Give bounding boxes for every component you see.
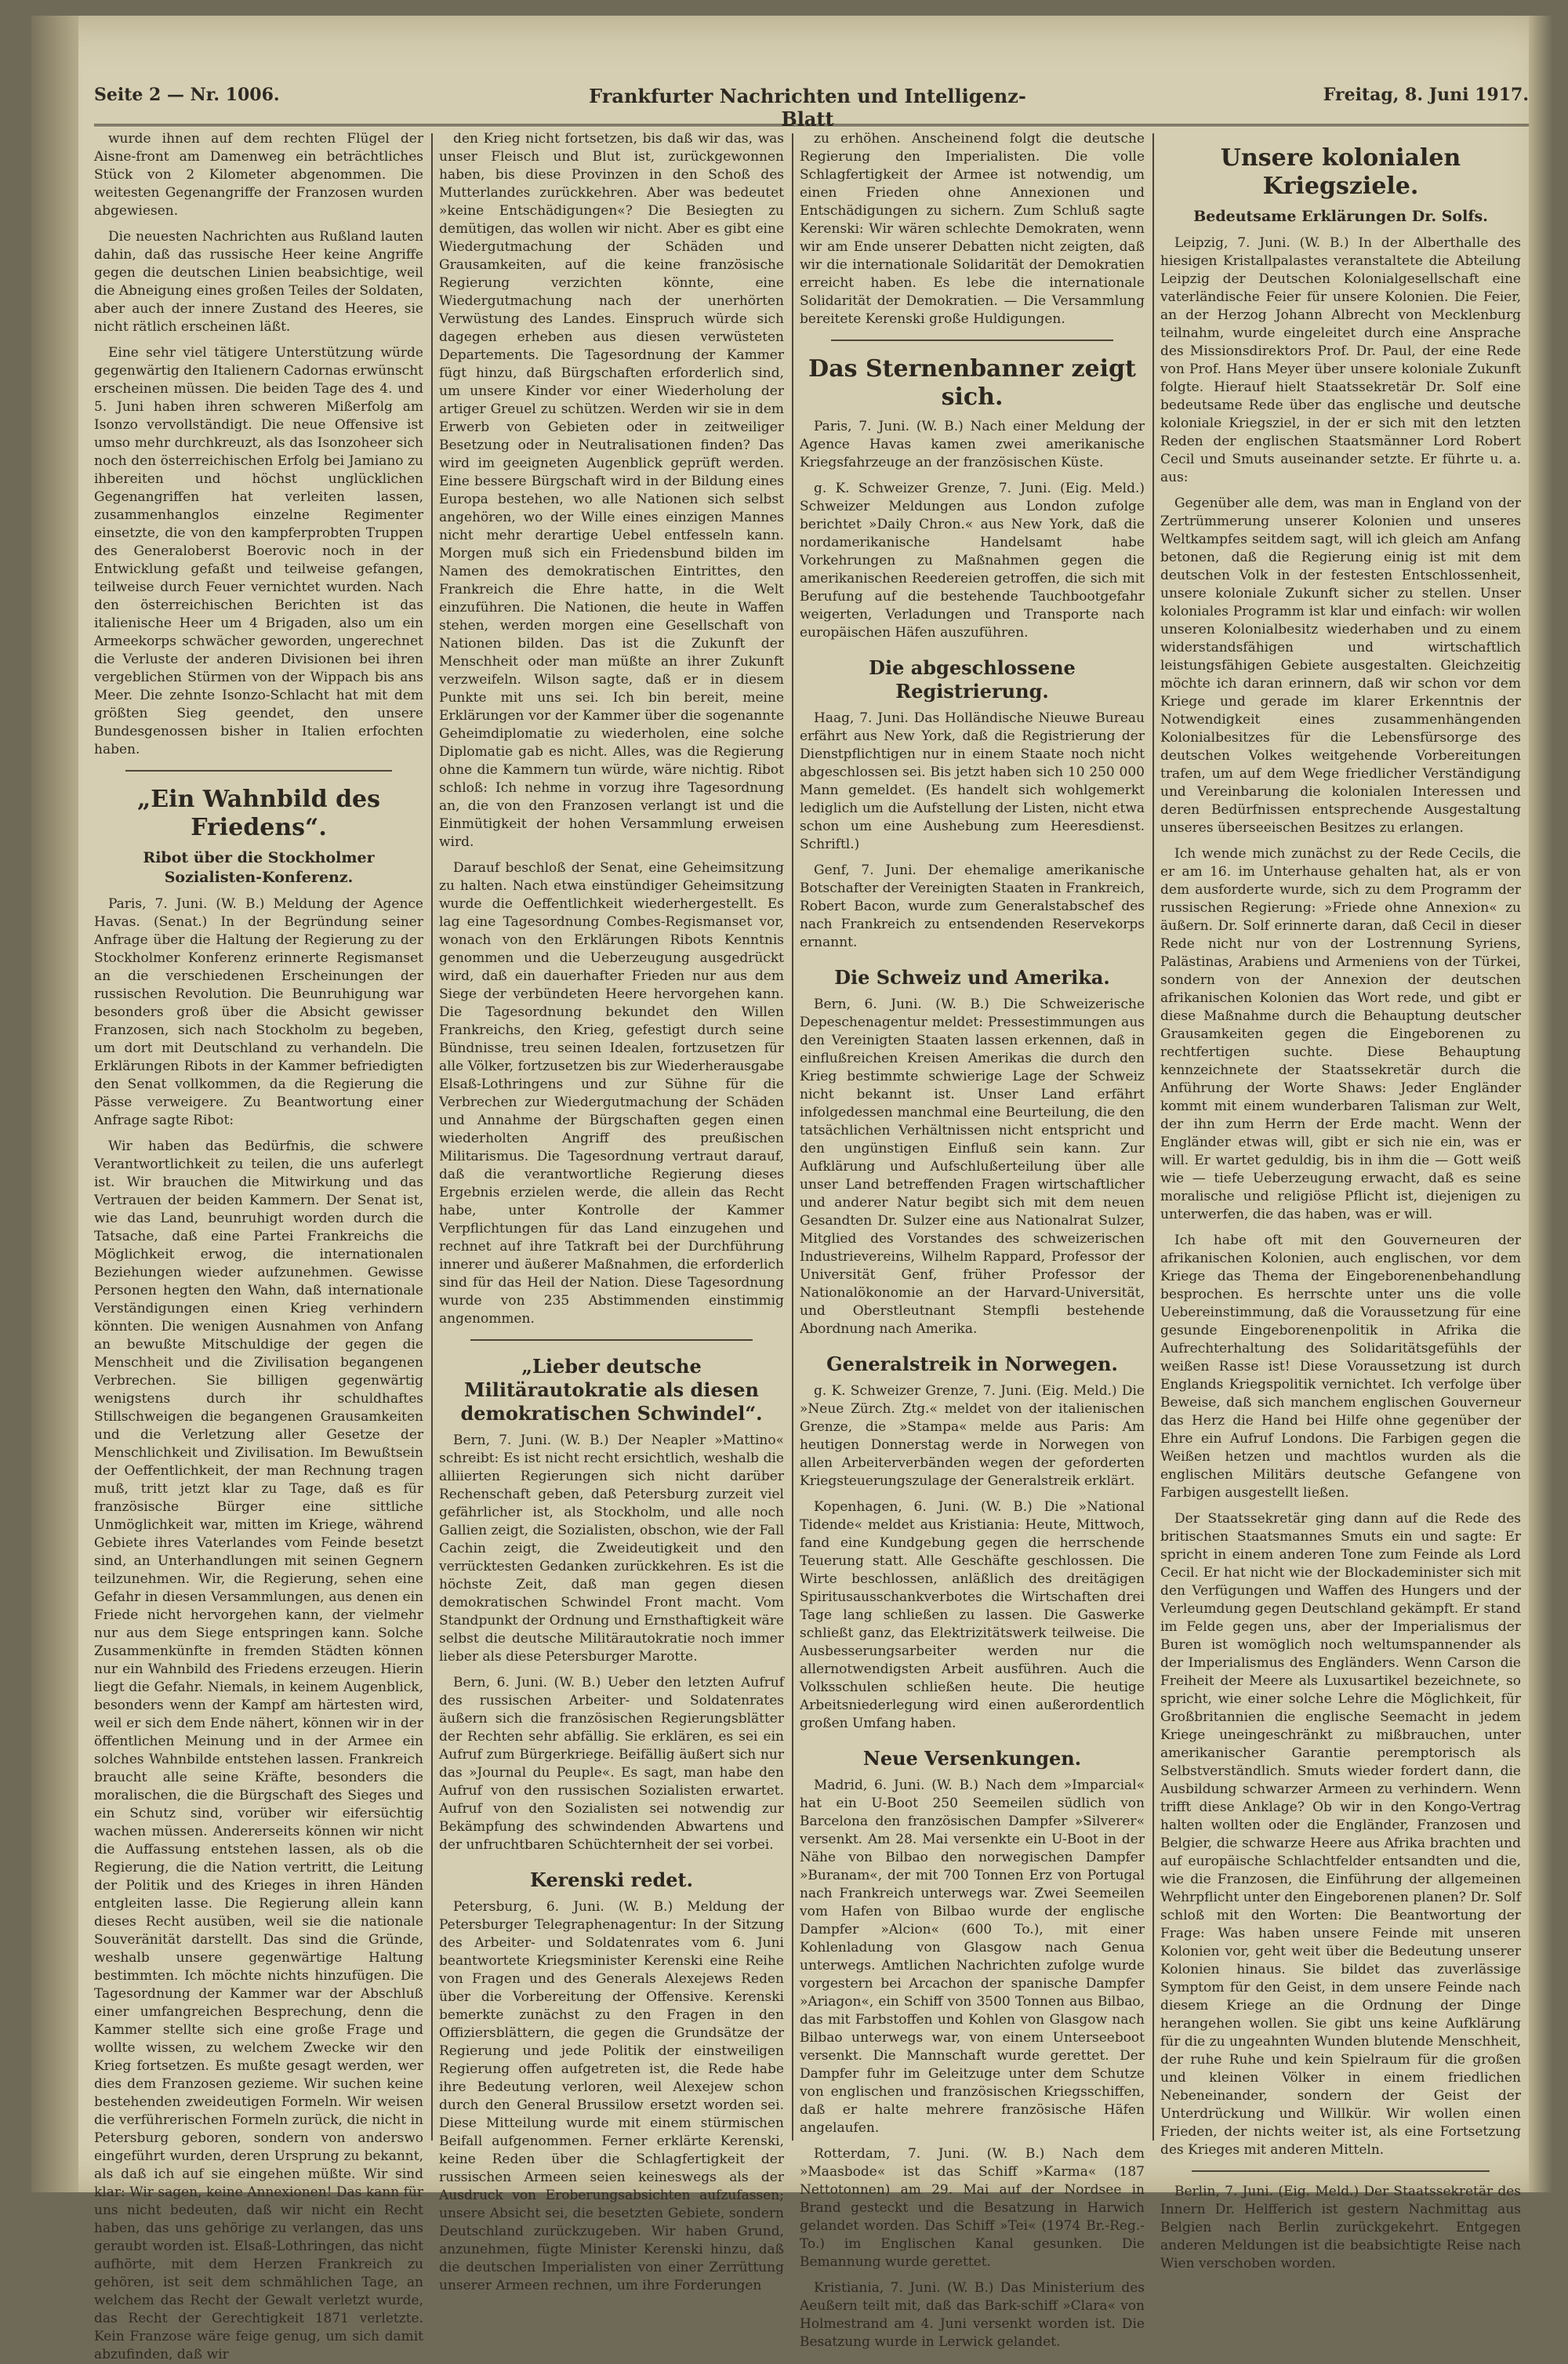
article-paragraph: g. K. Schweizer Grenze, 7. Juni. (Eig. Meld.) Die »Neue Zürch. Ztg.« meldet von der italienischen Grenze, die »Stampa« melde aus Paris: Am heutigen Donnerstag werde in Norwegen von allen Arbeiterverbänden wegen der geforderten Kriegsteuerungszulage der Generalstreik erklärt. — [800, 1383, 1145, 1489]
article-paragraph: Bern, 6. Juni. (W. B.) Die Schweizerische Depeschenagentur meldet: Pressestimmungen aus den Vereinigten Staaten lassen erkennen, daß in einflußreichen Kreisen Amerikas die durch den Krieg bestimmte schwierige Lage der Schweiz nicht bekannt ist. Unser Land erfährt infolgedessen manchmal eine Beurteilung, die den tatsächlichen Verhältnissen nicht entspricht und den ungünstigen Einfluß sein kann. Zur Aufklärung und Aufschlußerteilung über alle unser Land betreffenden Fragen wirtschaftlicher und anderer Natur begibt sich mit dem neuen Gesandten Dr. Sulzer eine aus Nationalrat Sulzer, Mitglied des Vorstandes des schweizerischen Industrievereins, Wilhelm Rappard, Professor der Universität Genf, früher Professor der Nationalökonomie an der Harvard-Universität, und Oberstleutnant Stempfli bestehende Abordnung nach Amerika. — [800, 997, 1145, 1337]
article-paragraph: Paris, 7. Juni. (W. B.) Meldung der Agence Havas. (Senat.) In der Begründung seiner Anfrage über die Haltung der Regierung zu der Stockholmer Konferenz erinnerte Regismanset an die verschiedenen Erscheinungen der russischen Revolution. Die Beunruhigung war besonders groß über die Absicht gewisser Franzosen, sich nach Stockholm zu begeben, um dort mit Deutschland zu verhandeln. Die Erklärungen Ribots in der Kammer befriedigten den Senat vollkommen, da die Regierung die Pässe verweigere. Zu Beantwortung einer Anfrage sagte Ribot: — [94, 896, 423, 1128]
article-paragraph: g. K. Schweizer Grenze, 7. Juni. (Eig. Meld.) Schweizer Meldungen aus London zufolge berichtet »Daily Chron.« aus New York, daß die nordamerikanische Handelsamt habe Vorkehrungen zu Maßnahmen gegen die amerikanischen Reedereien getroffen, die sich mit Berufung auf die bestehende Tauchbootgefahr weigerten, Verladungen und Transporte nach europäischen Häfen auszuführen. — [800, 481, 1145, 641]
newspaper-title: Frankfurter Nachrichten und Intelligenz-Blatt — [589, 85, 1026, 130]
article-paragraph: Der Staatssekretär ging dann auf die Rede des britischen Staatsmannes Smuts ein und sagte: Er spricht in einem anderen Tone zum Feinde als Lord Cecil. Er hat nicht wie der Blockademinister sich mit den Verfügungen und Waffen des Hungers und der Verleumdung gegen Deutschland gekämpft. Er stand im Felde gegen uns, aber der Imperialismus der Buren ist womöglich noch weltumspannender als der Imperialismus des Engländers. Wenn Carson die Freiheit der Meere als Luxusartikel bezeichnete, so spricht, wie einer solche Lehre die Möglichkeit, für Großbritannien die englische Seemacht in jedem Kriege uneingeschränkt zu mißbrauchen, unter amerikanischer Garantie peremptorisch als Selbstverständlich. Smuts wieder fordert dann, die Ausbildung schwarzer Armeen zu verhindern. Wenn trifft diese Anklage? Ob wir in den Kongo-Vertrag halten wollten oder die Engländer, Franzosen und Belgier, die schwarze Heere aus Afrika brachten und auf europäische Schlachtfelder entsandten und die, wie die Franzosen, die Einführung der allgemeinen Wehrpflicht unter den Eingeborenen planen? Dr. Solf schloß mit den Worten: Die Beantwortung der Frage: Was haben unsere Feinde mit unseren Kolonien vor, geht weit über die Bedeutung unserer Kolonien hinaus. Sie bildet das zuverlässige Symptom für den Geist, in dem unsere Feinde nach diesem Kriege an die Ordnung der Dinge herangehen wollen. Sie gibt uns keine Aufklärung für die zu ungeahnten Wunden blutende Menschheit, der ruhe Ruhe und kein Spielraum für die großen und kleinen Völker in einem friedlichen Nebeneinander, sondern der Geist der Unterdrückung und Willkür. Wir wollen einen Frieden, der nichts weiter ist, als eine Fortsetzung des Krieges mit anderen Mitteln. — [1160, 1511, 1521, 2158]
article-paragraph: Berlin, 7. Juni. (Eig. Meld.) Der Staatssekretär des Innern Dr. Helfferich ist gestern Nachmittag aus Belgien nach Berlin zurückgekehrt. Entgegen anderen Meldungen ist die beabsichtigte Reise nach Wien verschoben worden. — [1160, 2184, 1521, 2271]
headline-militaerautokratie: „Lieber deutsche Militärautokratie als diesen demokratischen Schwindel“. — [460, 1355, 763, 1425]
headline-versenkungen: Neue Versenkungen. — [862, 1747, 1082, 1770]
column-3 — [800, 130, 1145, 2350]
article-paragraph: Die neuesten Nachrichten aus Rußland lauten dahin, daß das russische Heer keine Angriffe gegen die deutschen Linien beabsichtige, weil die Abneigung eines großen Teiles der Soldaten, aber auch der innere Zustand des Heeres, sie nicht rätlich erscheinen läßt. — [94, 229, 423, 335]
article-paragraph: Gegenüber alle dem, was man in England von der Zertrümmerung unserer Kolonien und unseres Weltkampfes seitdem sagt, will ich gleich am Anfang betonen, daß die Regierung einig ist mit dem deutschen Volk in der festesten Entschlossenheit, unsere koloniale Zukunft sicher zu stellen. Unser koloniales Programm ist klar und einfach: wir wollen unseren Kolonialbesitz wiederhaben und zu einem widerstandsfähigen und wirtschaftlich leistungsfähigen Gebiete ausgestalten. Gleichzeitig möchte ich daran erinnern, daß wir schon vor dem Kriege und gerade im klarer Erkenntnis der Notwendigkeit eines zusammenhängenden Kolonialbesitzes für die Lebensfürsorge des deutschen Volkes weitgehende Vorbereitungen trafen, um auf dem Wege friedlicher Verständigung und Vereinbarung die kolonialen Interessen und deren Bedürfnissen entsprechende Ausgestaltung unseres überseeischen Besitzes zu erlangen. — [1160, 496, 1521, 836]
headline-generalstreik: Generalstreik in Norwegen. — [826, 1353, 1118, 1375]
article-paragraph: Paris, 7. Juni. (W. B.) Nach einer Meldung der Agence Havas kamen zwei amerikanische Kriegsfahrzeuge an der französischen Küste. — [800, 419, 1145, 470]
article-paragraph: Rotterdam, 7. Juni. (W. B.) Nach dem »Maasbode« ist das Schiff »Karma« (187 Nettotonnen) am 29. Mai auf der Nordsee in Brand gesteckt und die Besatzung in Harwich gelandet worden. Das Schiff »Tei« (1974 Br.-Reg.-To.) im Englischen Kanal gesunken. Die Bemannung wurde gerettet. — [800, 2146, 1145, 2270]
column-4 — [1160, 130, 1521, 2271]
article-paragraph: Ich habe oft mit den Gouverneuren der afrikanischen Kolonien, auch englischen, vor dem Kriege das Thema der Eingeborenenbehandlung besprochen. Es herrschte unter uns die volle Uebereinstimmung, daß die Voraussetzung für eine gesunde Eingeborenenpolitik in Afrika die Aufrechterhaltung des Solidaritätsgefühls der weißen Rasse ist! Diese Voraussetzung ist durch Englands Kriegspolitik vernichtet. Ich verfolge über Beweise, daß sich manchem englischen Gouverneur das Herz die Hand bei Hilfe ohne gegenüber der Ehre ein Aufruf Londons. Die Farbigen gegen die Weißen hetzen und machtlos wurden als die englischen Militärs deutsche Gefangene von Farbigen ausgestellt ließen. — [1160, 1233, 1521, 1501]
headline-registrierung: Die abgeschlossene Registrierung. — [869, 656, 1076, 703]
article-paragraph: Madrid, 6. Juni. (W. B.) Nach dem »Imparcial« hat ein U-Boot 250 Seemeilen südlich von Barcelona den französischen Dampfer »Silverer« versenkt. Am 28. Mai versenkte ein U-Boot in der Nähe von Bilbao den norwegischen Dampfer »Buranam«, der mit 700 Tonnen Erz von Portugal nach Frankreich unterwegs war. Zwei Seemeilen vom Hafen von Bilbao wurde der englische Dampfer »Alcion« (600 To.), mit einer Kohlenladung von Glasgow nach Genua unterwegs. Amtlichen Nachrichten zufolge wurde vorgestern bei Arcachon der spanische Dampfer »Ariagon«, ein Schiff von 3500 Tonnen aus Bilbao, das mit Farbstoffen und Kohlen von Glasgow nach Bilbao unterwegs war, von einem Unterseeboot versenkt. Die Mannschaft wurde gerettet. Der Dampfer fuhr im Geleitzuge unter dem Schutze von englischen und französischen Kriegsschiffen, daß er halte mehrere französische Häfen angelaufen. — [800, 1778, 1145, 2136]
subheadline-solf: Bedeutsame Erklärungen Dr. Solfs. — [1193, 208, 1488, 225]
column-rule — [1152, 133, 1154, 2141]
section-divider — [125, 770, 392, 772]
column-rule — [792, 133, 793, 2141]
headline-schweiz-amerika: Die Schweiz und Amerika. — [834, 966, 1110, 989]
article-paragraph: Bern, 6. Juni. (W. B.) Ueber den letzten Aufruf des russischen Arbeiter- und Soldatenrates äußern sich die französischen Regierungsblätter der Rechten sehr abfällig. Sie erklären, es sei ein Aufruf zum Bürgerkriege. Beifällig äußert sich nur das »Journal du Peuple«. Es sagt, man habe den Aufruf von den russischen Sozialisten erwartet. Aufruf von den Sozialisten sei notwendig zur Bekämpfung des schwindenden Abwartens und der unfruchtbaren Schüchternheit der sei vorbei. — [439, 1675, 784, 1853]
article-paragraph: Eine sehr viel tätigere Unterstützung würde gegenwärtig den Italienern Cadornas erwünscht erscheinen müssen. Die beiden Tage des 4. und 5. Juni haben ihren schweren Mißerfolg am Isonzo vervollständigt. Die neue Offensive ist umso mehr durchkreuzt, als das Isonzoheer sich noch den österreichischen Erfolg bei Jamiano zu ihbereiten und höchst unglücklichen Gegenangriffen hat verleiten lassen, zusammenhanglos einzelne Regimenter einsetzte, die von den kampferprobten Truppen des Generaloberst Boerovic noch in der Entwicklung gefaßt und teilweise gefangen, teilweise durch Feuer vernichtet wurden. Nach den österreichischen Berichten ist das italienische Heer um 4 Brigaden, also um ein Armeekorps schwächer geworden, ungerechnet die Verluste der anderen Divisionen bei ihren vergeblichen Stürmen von der Wippach bis ans Meer. Die zehnte Isonzo-Schlacht hat mit dem größten Sieg geendet, den unsere Bundesgenossen bisher in Italien erfochten haben. — [94, 345, 423, 757]
article-paragraph: wurde ihnen auf dem rechten Flügel der Aisne-front am Damenweg ein beträchtliches Stück von 2 Kilometer abgenommen. Die weitesten Gegenangriffe der Franzosen wurden abgewiesen. — [94, 131, 423, 219]
headline-sternenbanner: Das Sternenbanner zeigt sich. — [808, 355, 1136, 411]
newspaper-page — [31, 16, 1552, 2362]
column-2 — [439, 130, 784, 2293]
article-paragraph: Bern, 7. Juni. (W. B.) Der Neapler »Mattino« schreibt: Es ist nicht recht ersichtlich, weshalb die alliierten Regierungen sich nicht darüber Rechenschaft geben, daß Petersburg zurzeit viel gefährlicher ist, als Stockholm, und alle noch Gallien zeigt, die Sozialisten, obschon, wie der Fall Cachin zeigt, die Zweideutigkeit und den verrücktesten Gedanken zurückkehren. Es ist die höchste Zeit, daß man gegen diesen demokratischen Schwindel Front macht. Vom Standpunkt der Ordnung und Ernsthaftigkeit wäre selbst die deutsche Militärautokratie noch immer lieber als diese Petersburger Marotte. — [439, 1433, 784, 1665]
article-paragraph: den Krieg nicht fortsetzen, bis daß wir das, was unser Fleisch und Blut ist, zurückgewonnen haben, bis diese Provinzen in den Schoß des Mutterlandes zurückkehren. Aber was bedeutet »keine Entschädigungen«? Die Besiegten zu demütigen, das wollen wir nicht. Aber es gibt eine Wiedergutmachung der Schäden und Grausamkeiten, auf die keine französische Regierung verzichten könnte, eine Wiedergutmachung nach der unerhörten Verwüstung des Landes. Einspruch würde sich dagegen erheben aus diesen verwüsteten Departements. Die Tagesordnung der Kammer fügt hinzu, daß Bürgschaften erforderlich sind, um unsere Kinder vor einer Wiederholung der artiger Greuel zu schützen. Werden wir sie in dem Erwerb von Gebieten oder in zeitweiliger Besetzung oder in Neutralisationen finden? Das wird im geeigneten Augenblick geprüft werden. Eine bessere Bürgschaft wird in der Bildung eines Europa bestehen, wo alle Nationen sich selbst angehören, wo der Wille eines einzigen Mannes nicht mehr derartige Uebel entfesseln kann. Morgen muß sich ein Friedensbund bilden im Namen des demokratischen Eintrittes, den Frankreich die Ehre hatte, in die Welt einzuführen. Die Nationen, die heute in Waffen stehen, werden morgen eine Gesellschaft von Nationen bilden. Das ist die Zukunft der Menschheit oder man müßte an ihrer Zukunft verzweifeln. Wilson sagte, daß er in diesem Punkte mit uns sei. Ich bin bereit, meine Erklärungen vor der Kammer über die sogenannte Geheimdiplomatie zu wiederholen, eine solche Diplomatie gab es nicht. Alles, was die Regierung ohne die Kammern tun würde, wäre nichtig. Ribot schloß: Ich nehme in vorzug ihre Tagesordnung an, die von den Franzosen verlangt ist und die Einmütigkeit der hohen Versammlung erweisen wird. — [439, 131, 784, 850]
article-paragraph: Kristiania, 7. Juni. (W. B.) Das Ministerium des Aeußern teilt mit, daß das Bark-schiff »Clara« von Holmestrand am 4. Juni versenkt worden ist. Die Besatzung wurde in Lerwick gelandet. — [800, 2280, 1145, 2350]
article-paragraph: Wir haben das Bedürfnis, die schwere Verantwortlichkeit zu teilen, die uns auferlegt ist. Wir brauchen die Mitwirkung und das Vertrauen der beiden Kammern. Der Senat ist, wie das Land, beunruhigt worden durch die Tatsache, daß eine Partei Frankreichs die Möglichkeit erwog, die internationalen Beziehungen wieder aufzunehmen. Gewisse Personen hegten den Wahn, daß internationale Verständigungen einen Krieg verhindern könnten. Die wenigen Ausnahmen von Anfang an bewußte Mitschuldige der gegen die Menschheit und die Zivilisation begangenen Verbrechen. Sie billigen gegenwärtig wenigstens durch ihr schuldhaftes Stillschweigen die begangenen Grausamkeiten und die Verletzung aller Gesetze der Menschlichkeit und Zivilisation. Im Bewußtsein der Oeffentlichkeit, der man Rechnung tragen muß, tritt jetzt klar zu Tage, daß es für französische Bürger eine sittliche Unmöglichkeit war, mitten im Kriege, während Gebiete ihres Vaterlandes vom Feinde besetzt sind, an Unterhandlungen mit seinen Gegnern teilzunehmen. Wir, die Regierung, sehen eine Gefahr in diesen Versammlungen, aus denen ein Friede nicht hervorgehen kann, der vielmehr nur aus dem Siege entspringen kann. Solche Zusammenkünfte in fremden Städten können nur ein Wahnbild des Friedens erzeugen. Hierin liegt die Gefahr. Niemals, in keinem Augenblick, besonders wenn der Kampf am härtesten wird, weil er sich dem Ende nähert, können wir in der öffentlichen Meinung und in der Armee ein solches Wahnbilde entstehen lassen. Frankreich braucht alle seine Kräfte, besonders die moralischen, die die Bürgschaft des Sieges und ein Schutz sind, vorüber wir eifersüchtig wachen müssen. Andererseits können wir nicht die Auffassung entstehen lassen, als ob die Regierung, die die Nation vertritt, die Leitung der Politik und des Krieges in ihren Händen entgleiten lasse. Die Regierung allein kann dieses Recht ausüben, weil sie die nationale Souveränität darstellt. Das sind die Gründe, weshalb unsere gegenwärtige Haltung bestimmten. Ich möchte nichts hinzufügen. Die Tagesordnung der Kammer war der Abschluß einer umfangreichen Besprechung, denn die Kammer stellte sich eine große Frage und wollte wissen, zu welchem Zwecke wir den Krieg fortsetzen. Es mußte gesagt werden, wer dies dem Franzosen gezieme. Wir suchen keine bestehenden zweideutigen Formeln. Wir weisen die verführerischen Formeln zurück, die nicht in Petersburg geboren, sondern von anderswo eingeführt wurden, deren Ursprung zu bekannt, als daß ich auf sie eingehen müßte. Wir sind klar: Wir sagen, keine Annexionen! Das kann für uns nicht bedeuten, daß wir nicht ein Recht haben, das uns gehörige zu verlangen, das uns geraubt worden ist. Elsaß-Lothringen, das nicht aufhörte, mit dem Herzen Frankreich zu gehören, ist seit dem schmählichen Tage, an welchem das Recht der Gewalt verletzt wurde, das Recht der Gerechtigkeit 1871 verletzte. Kein Franzose wäre feige genug, um sich damit abzufinden, daß wir — [94, 1138, 423, 2362]
headline-kerenski: Kerenski redet. — [530, 1868, 693, 1891]
article-paragraph: Haag, 7. Juni. Das Holländische Nieuwe Bureau erfährt aus New York, daß die Registrierung der Dienstpflichtigen nur in einem Staate noch nicht abgeschlossen sei. Bis jetzt haben sich 10 250 000 Mann gemeldet. (Es handelt sich wohlgemerkt lediglich um die Aufstellung der Listen, nicht etwa schon um eine Aushebung zum Heeresdienst. Schriftl.) — [800, 710, 1145, 852]
section-divider — [470, 1339, 753, 1341]
article-paragraph: Kopenhagen, 6. Juni. (W. B.) Die »National Tidende« meldet aus Kristiania: Heute, Mittwoch, fand eine Kundgebung gegen die herrschende Teuerung statt. Alle Geschäfte geschlossen. Die Wirte beschlossen, anläßlich des dreitägigen Spiritusausschankverbotes die Wirtschaften drei Tage lang schließen zu lassen. Die Gaswerke schließt ganz, das Elektrizitätswerk teilweise. Die Ausbesserungsarbeiter werden nur die allernotwendigsten Arbeit ausführen. Auch die Volksschulen schließen heute. Die heutige Arbeitsniederlegung wird einen außerordentlich großen Umfang haben. — [800, 1499, 1145, 1731]
page-binding-edge — [31, 16, 78, 2192]
headline-wahnbild: „Ein Wahnbild des Friedens“. — [136, 786, 381, 841]
headline-kolonialziele: Unsere kolonialen Kriegsziele. — [1220, 144, 1461, 200]
column-1 — [94, 130, 423, 2362]
section-divider — [831, 340, 1113, 341]
masthead — [94, 77, 1529, 130]
subheadline-ribot: Ribot über die Stockholmer Sozialisten-Konferenz. — [143, 849, 375, 886]
article-paragraph: Leipzig, 7. Juni. (W. B.) In der Alberthalle des hiesigen Kristallpalastes veranstaltete die Abteilung Leipzig der Deutschen Kolonialgesellschaft eine vaterländische Feier für unsere Kolonien. Die Feier, an der Herzog Johann Albrecht von Mecklenburg teilnahm, wurde eingeleitet durch eine Ansprache des Missionsdirektors Prof. Dr. Paul, der eine Rede von Prof. Hans Meyer über unsere koloniale Zukunft folgte. Hierauf hielt Staatssekretär Dr. Solf eine bedeutsame Rede über das englische und deutsche koloniale Kriegsziel, in der er sich mit den letzten Reden der englischen Staatsmänner Lord Robert Cecil und Smuts auseinander setzte. Er führte u. a. aus: — [1160, 235, 1521, 485]
article-paragraph: zu erhöhen. Anscheinend folgt die deutsche Regierung den Imperialisten. Die volle Schlagfertigkeit der Armee ist notwendig, um einen Frieden ohne Annexionen und Entschädigungen zu sichern. Zum Schluß sagte Kerenski: Wir wären schlechte Demokraten, wenn wir am Ende unserer Debatten nicht zeigten, daß wir die internationale Solidarität der Demokratien erreicht haben. Es lebe die internationale Solidarität der Demokratien. — Die Versammlung bereitete Kerenski große Huldigungen. — [800, 131, 1145, 327]
page-right-edge — [1529, 16, 1552, 2192]
issue-date: Freitag, 8. Juni 1917. — [1323, 85, 1529, 105]
section-divider — [1192, 2170, 1490, 2172]
page-number: Seite 2 — Nr. 1006. — [94, 85, 280, 105]
article-paragraph: Petersburg, 6. Juni. (W. B.) Meldung der Petersburger Telegraphenagentur: In der Sitzung des Arbeiter- und Soldatenrates vom 6. Juni beantwortete Kriegsminister Kerenski eine Reihe von Fragen und des Generals Alexejews Reden über die Vorbereitung der Offensive. Kerenski bemerkte zunächst zu den Fragen in den Offiziersblättern, die gegen die Grundsätze der Regierung und jede Politik der einstweiligen Regierung offen aufgetreten ist, die Rede habe ihre Bedeutung verloren, weil Alexejew schon durch den General Brussilow ersetzt worden sei. Diese Mitteilung wurde mit einem stürmischen Beifall aufgenommen. Ferner erklärte Kerenski, keine Reden über die Schlagfertigkeit der russischen Armeen seien keineswegs als der Ausdruck von Eroberungsabsichten aufzufassen; unsere Absicht sei, die besetzten Gebiete, sondern Deutschland zurückzugeben. Wir haben Grund, anzunehmen, fügte Minister Kerenski hinzu, daß die deutschen Imperialisten von einer Zerrüttung unserer Armeen rechnen, um ihre Forderungen — [439, 1899, 784, 2293]
article-paragraph: Genf, 7. Juni. Der ehemalige amerikanische Botschafter der Vereinigten Staaten in Frankreich, Robert Bacon, wurde zum Generalstabschef des nach Frankreich zu entsendenden Reservekorps ernannt. — [800, 862, 1145, 950]
article-paragraph: Darauf beschloß der Senat, eine Geheimsitzung zu halten. Nach etwa einstündiger Geheimsitzung wurde die Oeffentlichkeit wiederhergestellt. Es lag eine Tagesordnung Combes-Regismanset vor, wonach von den Erklärungen Ribots Kenntnis genommen und die Ueberzeugung ausgedrückt wird, daß ein dauerhafter Frieden nur aus dem Siege der verbündeten Heere hervorgehen kann. Die Tagesordnung bekundet den Willen Frankreichs, den Krieg, gefestigt durch seine Bündnisse, treu seinen Idealen, fortzusetzen für alle Völker, fortzusetzen bis zur Wiederherausgabe Elsaß-Lothringens und zur Sühne für die Verbrechen zur Wiedergutmachung der Schäden und Annahme der Bürgschaften gegen einen wiederholten Angriff des preußischen Militarismus. Die Tagesordnung vertraut darauf, daß die verantwortliche Regierung dieses Ergebnis erzielen werde, die allein das Recht habe, unter Kontrolle der Kammer Verpflichtungen für das Land einzugehen und rechnet auf ihre Tatkraft bei der Durchführung innerer und äußerer Maßnahmen, die erforderlich sind für das Heil der Nation. Diese Tagesordnung wurde von 235 Abstimmenden einstimmig angenommen. — [439, 860, 784, 1327]
column-rule — [431, 133, 433, 2141]
article-paragraph: Ich wende mich zunächst zu der Rede Cecils, die er am 16. im Unterhause gehalten hat, als er von dem ausforderte wurde, sich zu dem Programm der russischen Regierung: »Friede ohne Annexion« zu äußern. Dr. Solf erinnerte daran, daß Cecil in dieser Rede nicht nur von der Lostrennung Syriens, Palästinas, Arabiens und Armeniens von der Türkei, sondern von der Annexion der deutschen afrikanischen Kolonien das Wort rede, und gibt er diese Maßnahme durch die Behauptung deutscher Grausamkeiten gegen die Eingeborenen zu rechtfertigen suchte. Diese Behauptung kennzeichnete der Staatssekretär durch die Anführung der Worte Shaws: Jeder Engländer kommt mit einem wunderbaren Talisman zur Welt, der ihn zum Herrn der Erde macht. Wenn der Engländer etwas will, gibt er sich nie ein, was er will. Er wartet geduldig, bis in ihm die — Gott weiß wie — tiefe Ueberzeugung erwacht, daß es seine moralische und religiöse Pflicht ist, diejenigen zu unterwerfen, die das haben, was er will. — [1160, 846, 1521, 1222]
